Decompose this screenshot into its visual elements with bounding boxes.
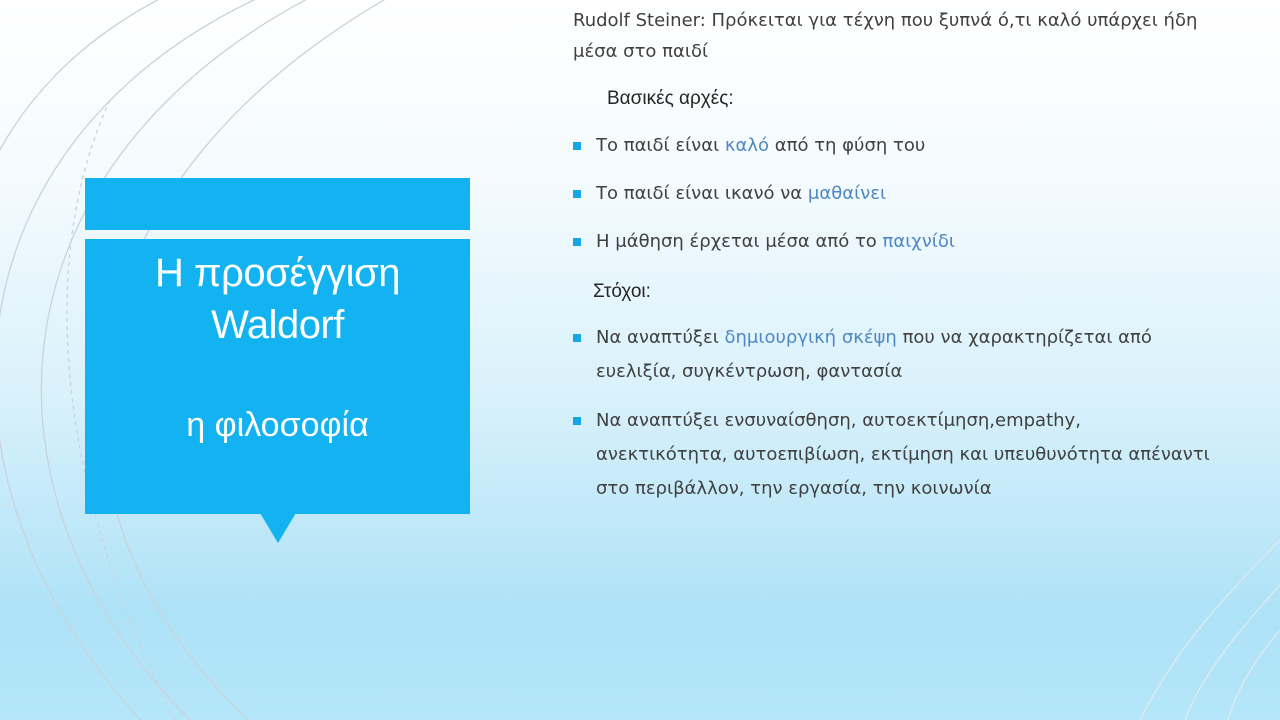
principles-heading: Βασικές αρχές: (607, 88, 734, 109)
principle-item (573, 177, 1213, 211)
title-box-pointer (260, 513, 296, 543)
bullet-square-icon (573, 190, 581, 198)
slide-title: Η προσέγγιση Waldorf (155, 251, 400, 347)
goal-text: Να αναπτύξει ενσυναίσθηση, αυτοεκτίμηση,empathy, ανεκτικότητα, αυτοεπιβίωση, εκτίμηση και υπευθυνότητα απέναντι στο περιβάλλον, την εργασία, την κοινωνία (596, 410, 1210, 499)
principle-text: Το παιδί είναι ικανό να μαθαίνει (596, 183, 887, 204)
intro-quote: Rudolf Steiner: Πρόκειται για τέχνη που ξυπνά ό,τι καλό υπάρχει ήδη μέσα στο παιδί (573, 10, 1198, 62)
slide-subtitle: η φιλοσοφία (186, 406, 369, 444)
title-box (85, 239, 470, 514)
principle-item (573, 129, 1213, 163)
principle-text: Η μάθηση έρχεται μέσα από το παιχνίδι (596, 231, 955, 252)
goal-text: Να αναπτύξει δημιουργική σκέψη που να χαρακτηρίζεται από ευελιξία, συγκέντρωση, φαντασία (596, 327, 1152, 382)
principle-item (573, 225, 1213, 259)
goal-item (573, 404, 1213, 506)
bullet-square-icon (573, 238, 581, 246)
bullet-square-icon (573, 334, 581, 342)
goal-item (573, 321, 1213, 389)
bullet-square-icon (573, 417, 581, 425)
title-accent-strip (85, 178, 470, 230)
principle-text: Το παιδί είναι καλό από τη φύση του (596, 135, 926, 156)
goals-heading: Στόχοι: (593, 281, 651, 302)
bullet-square-icon (573, 142, 581, 150)
